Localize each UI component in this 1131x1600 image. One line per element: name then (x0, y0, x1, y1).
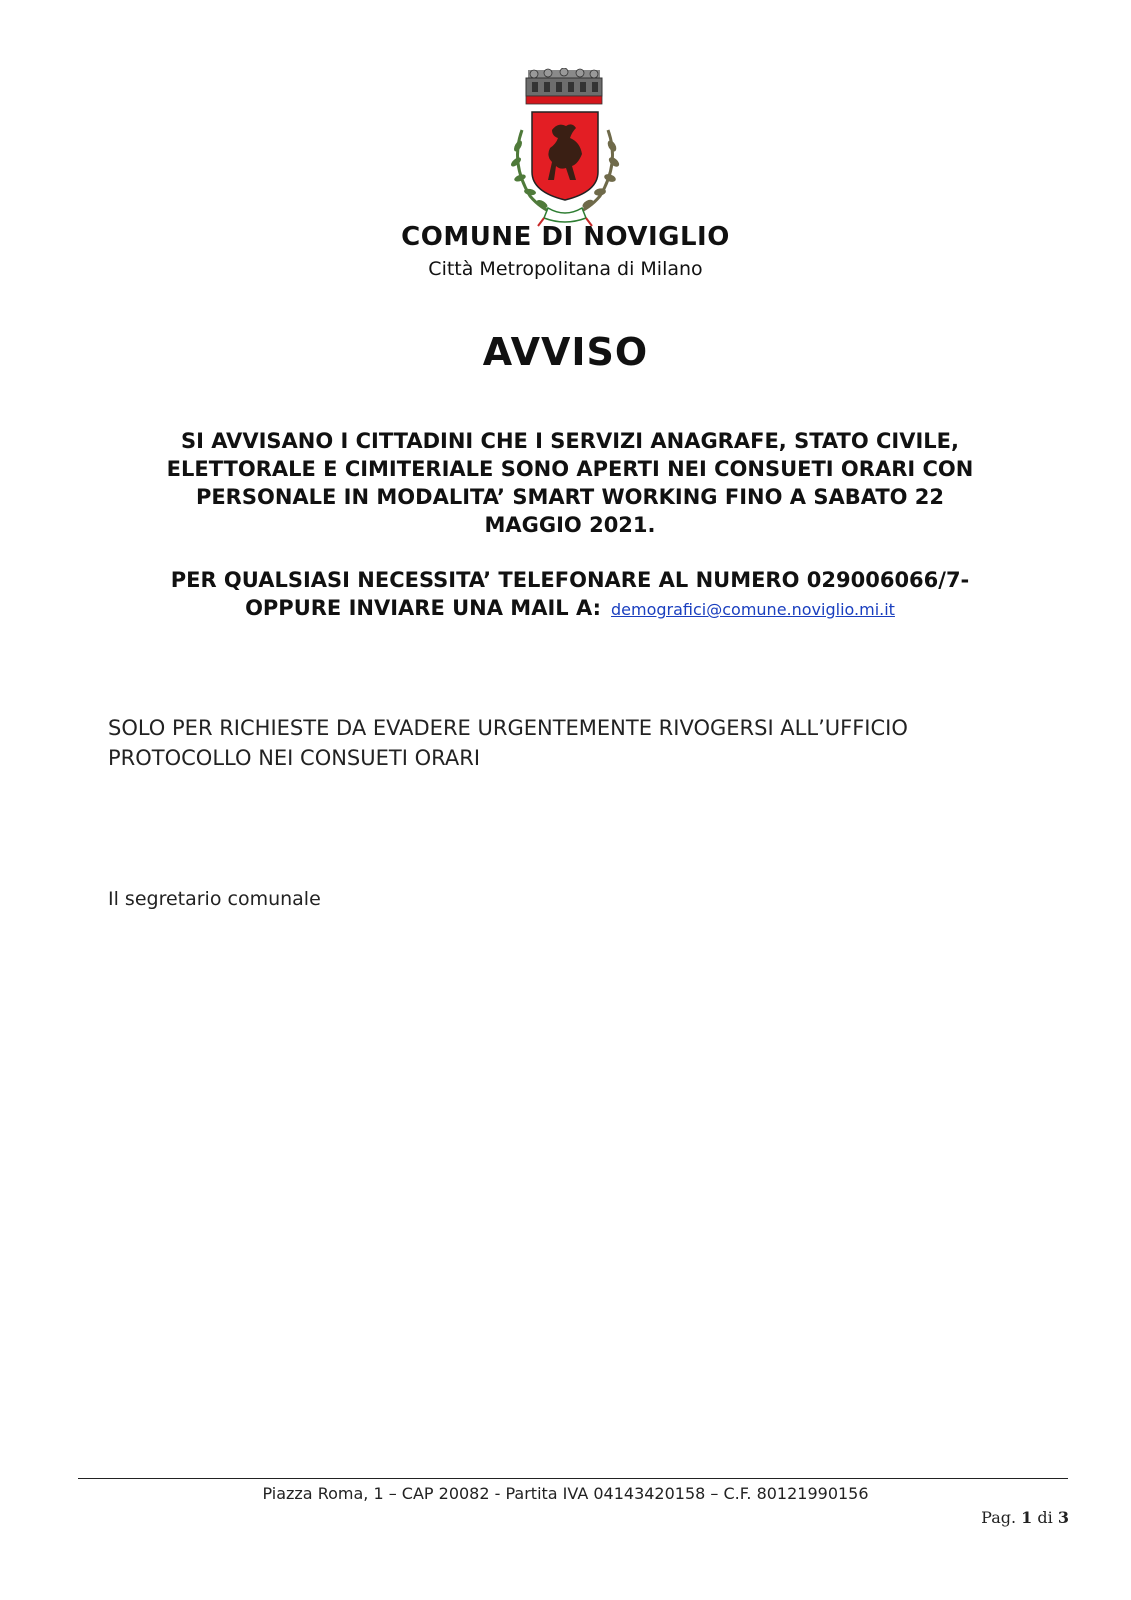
notice-line: SI AVVISANO I CITTADINI CHE I SERVIZI ANAGRAFE, STATO CIVILE, (180, 429, 960, 453)
notice-line: MAGGIO 2021. (484, 513, 656, 537)
notice-line: PERSONALE IN MODALITA’ SMART WORKING FINO A SABATO 22 (195, 485, 945, 509)
contact-email-line (100, 594, 1040, 624)
contact-email-label: OPPURE INVIARE UNA MAIL A: (245, 596, 601, 620)
page-separator: di (1037, 1508, 1053, 1527)
crown-icon (526, 68, 602, 104)
footer-address: Piazza Roma, 1 – CAP 20082 - Partita IVA 04143420158 – C.F. 80121990156 (262, 1484, 869, 1503)
signature: Il segretario comunale (108, 888, 321, 910)
page-number (981, 1508, 1069, 1527)
urgent-line: SOLO PER RICHIESTE DA EVADERE URGENTEMENTE RIVOGERSI ALL’UFFICIO (108, 716, 908, 740)
page-title: AVVISO (482, 330, 649, 374)
notice-line: ELETTORALE E CIMITERIALE SONO APERTI NEI CONSUETI ORARI CON (166, 457, 974, 481)
notice-paragraph (100, 427, 1040, 539)
org-name: COMUNE DI NOVIGLIO (401, 222, 730, 252)
urgent-paragraph (108, 713, 1068, 773)
footer-divider (78, 1478, 1068, 1479)
coat-of-arms-icon (500, 68, 630, 228)
ribbon-icon (544, 208, 586, 222)
email-link[interactable]: demografici@comune.noviglio.mi.it (611, 600, 895, 619)
page-total: 3 (1057, 1508, 1069, 1527)
contact-paragraph (100, 566, 1040, 624)
org-subtitle: Città Metropolitana di Milano (428, 258, 703, 280)
urgent-line: PROTOCOLLO NEI CONSUETI ORARI (108, 746, 481, 770)
page-current: 1 (1021, 1508, 1033, 1527)
page-label: Pag. (981, 1508, 1017, 1527)
contact-phone-line: PER QUALSIASI NECESSITA’ TELEFONARE AL NUMERO 029006066/7- (170, 568, 970, 592)
